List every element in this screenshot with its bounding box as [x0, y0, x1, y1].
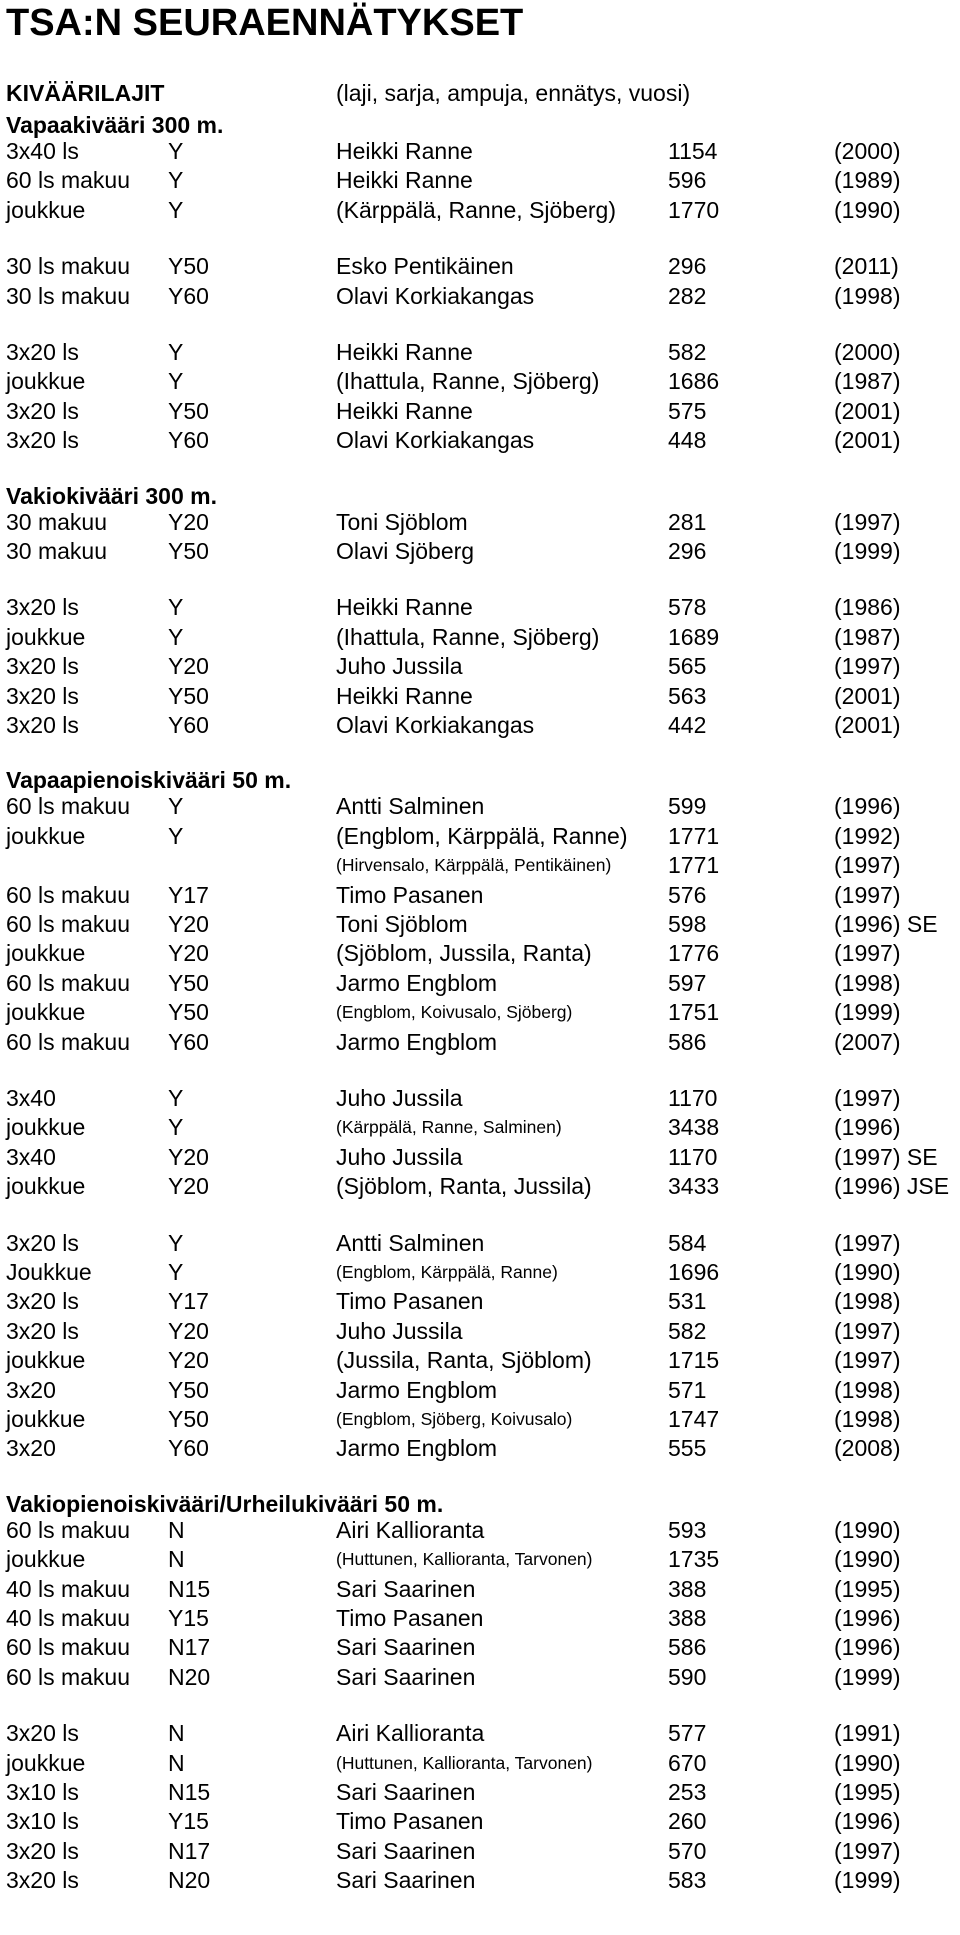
record-row [0, 792, 960, 821]
record-name: Sari Saarinen [336, 1664, 476, 1690]
record-name: Juho Jussila [336, 653, 463, 679]
record-score: 3438 [668, 1114, 720, 1140]
record-year: (2000) [834, 138, 901, 164]
record-name: Toni Sjöblom [336, 911, 468, 937]
record-class: Y60 [168, 283, 209, 309]
record-row [0, 623, 960, 652]
record-year: (1995) [834, 1779, 901, 1805]
record-year: (1991) [834, 1720, 901, 1746]
record-year: (1996) [834, 1634, 901, 1660]
record-row [0, 1837, 960, 1866]
record-event: 3x20 ls [6, 594, 79, 620]
record-score: 598 [668, 911, 707, 937]
record-name: Esko Pentikäinen [336, 253, 514, 279]
record-class: Y60 [168, 427, 209, 453]
record-event: 40 ls makuu [6, 1576, 131, 1602]
record-score: 578 [668, 594, 707, 620]
record-event: 3x20 ls [6, 1720, 79, 1746]
record-event: 40 ls makuu [6, 1605, 131, 1631]
record-event: 30 makuu [6, 538, 108, 564]
record-row [0, 851, 960, 880]
record-score: 1154 [668, 138, 718, 164]
record-score: 565 [668, 653, 707, 679]
record-score: 597 [668, 970, 707, 996]
record-year: (1997) [834, 1230, 901, 1256]
record-row [0, 1113, 960, 1142]
record-event: joukkue [6, 940, 86, 966]
record-name: Antti Salminen [336, 793, 485, 819]
record-year: (1997) [834, 1347, 901, 1373]
record-name: (Engblom, Kärppälä, Ranne) [336, 823, 628, 849]
section-title: Vapaakivääri 300 m. [6, 112, 224, 138]
record-row [0, 1633, 960, 1662]
record-class: N [168, 1750, 185, 1776]
record-event: 60 ls makuu [6, 882, 131, 908]
record-score: 1747 [668, 1406, 720, 1432]
record-event: 60 ls makuu [6, 1029, 131, 1055]
record-event: 3x20 ls [6, 1230, 79, 1256]
section-title: Vapaapienoiskivääri 50 m. [6, 767, 292, 793]
record-score: 555 [668, 1435, 707, 1461]
record-row [0, 426, 960, 455]
record-year: (2000) [834, 339, 901, 365]
record-score: 576 [668, 882, 707, 908]
record-name: (Kärppälä, Ranne, Salminen) [336, 1117, 562, 1137]
record-name: Sari Saarinen [336, 1779, 476, 1805]
record-name: (Engblom, Koivusalo, Sjöberg) [336, 1002, 573, 1022]
record-row [0, 166, 960, 195]
record-score: 596 [668, 167, 707, 193]
record-row [0, 252, 960, 281]
record-name: Heikki Ranne [336, 398, 473, 424]
record-name: (Engblom, Kärppälä, Ranne) [336, 1262, 558, 1282]
record-row [0, 1749, 960, 1778]
record-score: 586 [668, 1634, 707, 1660]
record-score: 296 [668, 538, 707, 564]
record-class: Y60 [168, 1029, 209, 1055]
record-name: Sari Saarinen [336, 1576, 476, 1602]
record-row [0, 1376, 960, 1405]
record-class: Y50 [168, 999, 209, 1025]
record-name: Olavi Korkiakangas [336, 712, 535, 738]
record-event: 3x20 [6, 1377, 56, 1403]
record-class: Y50 [168, 683, 209, 709]
record-row [0, 998, 960, 1027]
record-score: 1686 [668, 368, 720, 394]
record-class: Y50 [168, 538, 209, 564]
record-class: Y15 [168, 1808, 209, 1834]
record-class: Y17 [168, 882, 209, 908]
record-row [0, 652, 960, 681]
record-class: Y [168, 197, 184, 223]
record-row [0, 1866, 960, 1895]
record-score: 583 [668, 1867, 707, 1893]
record-row [0, 1346, 960, 1375]
record-name: Airi Kallioranta [336, 1517, 485, 1543]
record-event: joukkue [6, 197, 86, 223]
record-class: Y [168, 1259, 184, 1285]
record-name: Sari Saarinen [336, 1838, 476, 1864]
record-score: 593 [668, 1517, 707, 1543]
record-name: (Ihattula, Ranne, Sjöberg) [336, 368, 600, 394]
record-year: (1999) [834, 538, 901, 564]
record-score: 3433 [668, 1173, 720, 1199]
record-class: N20 [168, 1664, 211, 1690]
page-title: TSA:N SEURAENNÄTYKSET [6, 2, 524, 44]
record-class: Y50 [168, 253, 209, 279]
record-row [0, 682, 960, 711]
record-class: Y [168, 1114, 184, 1140]
record-row [0, 910, 960, 939]
record-name: Jarmo Engblom [336, 1435, 498, 1461]
record-year: (1998) [834, 1377, 901, 1403]
record-event: 60 ls makuu [6, 911, 131, 937]
record-score: 1715 [668, 1347, 720, 1373]
record-name: Timo Pasanen [336, 1288, 484, 1314]
record-name: Juho Jussila [336, 1085, 463, 1111]
record-class: Y50 [168, 398, 209, 424]
record-score: 296 [668, 253, 707, 279]
record-year: (1997) [834, 1838, 901, 1864]
record-class: Y20 [168, 1144, 209, 1170]
record-score: 442 [668, 712, 707, 738]
record-score: 582 [668, 1318, 707, 1344]
record-event: 60 ls makuu [6, 1664, 131, 1690]
record-class: N15 [168, 1779, 211, 1805]
record-year: (1997) [834, 509, 901, 535]
record-name: Jarmo Engblom [336, 970, 498, 996]
record-score: 584 [668, 1230, 707, 1256]
record-event: 3x20 ls [6, 1867, 79, 1893]
record-name: (Jussila, Ranta, Sjöblom) [336, 1347, 592, 1373]
record-event: 60 ls makuu [6, 970, 131, 996]
record-class: Y50 [168, 1377, 209, 1403]
record-score: 582 [668, 339, 707, 365]
record-year: (1987) [834, 368, 901, 394]
record-year: (1996) [834, 793, 901, 819]
record-event: joukkue [6, 1406, 86, 1432]
record-class: Y [168, 368, 184, 394]
record-name: Heikki Ranne [336, 339, 473, 365]
record-score: 1751 [668, 999, 720, 1025]
record-class: Y [168, 594, 184, 620]
record-row [0, 137, 960, 166]
record-row [0, 1719, 960, 1748]
record-name: Timo Pasanen [336, 882, 484, 908]
record-event: 3x20 ls [6, 339, 79, 365]
record-name: Heikki Ranne [336, 594, 473, 620]
record-name: (Huttunen, Kallioranta, Tarvonen) [336, 1753, 593, 1773]
record-event: joukkue [6, 368, 86, 394]
category-heading: KIVÄÄRILAJIT [6, 80, 165, 106]
record-score: 563 [668, 683, 707, 709]
record-year: (1990) [834, 1259, 901, 1285]
record-name: Olavi Sjöberg [336, 538, 475, 564]
record-event: 30 ls makuu [6, 253, 131, 279]
record-row [0, 1434, 960, 1463]
record-year: (1987) [834, 624, 901, 650]
record-row [0, 1516, 960, 1545]
record-name: Heikki Ranne [336, 167, 473, 193]
record-row [0, 1317, 960, 1346]
record-name: Olavi Korkiakangas [336, 283, 535, 309]
record-year: (1990) [834, 1517, 901, 1543]
record-class: Y [168, 823, 184, 849]
record-score: 531 [668, 1288, 707, 1314]
record-year: (1999) [834, 1867, 901, 1893]
record-event: 60 ls makuu [6, 1517, 131, 1543]
record-row [0, 1807, 960, 1836]
record-class: Y15 [168, 1605, 209, 1631]
record-year: (1997) [834, 1085, 901, 1111]
record-score: 1771 [668, 852, 720, 878]
record-year: (1997) [834, 940, 901, 966]
record-class: Y50 [168, 970, 209, 996]
record-score: 281 [668, 509, 707, 535]
record-year: (1997) [834, 852, 901, 878]
record-score: 599 [668, 793, 707, 819]
record-name: Timo Pasanen [336, 1808, 484, 1834]
record-row [0, 939, 960, 968]
record-row [0, 881, 960, 910]
record-name: (Ihattula, Ranne, Sjöberg) [336, 624, 600, 650]
record-year: (2001) [834, 398, 901, 424]
record-class: Y [168, 167, 184, 193]
record-event: 3x10 ls [6, 1808, 79, 1834]
record-class: Y [168, 793, 184, 819]
record-row [0, 593, 960, 622]
record-class: N17 [168, 1634, 211, 1660]
record-event: joukkue [6, 1750, 86, 1776]
record-year: (1996) SE [834, 911, 938, 937]
record-name: Juho Jussila [336, 1318, 463, 1344]
record-year: (1996) [834, 1808, 901, 1834]
record-class: Y [168, 1085, 184, 1111]
record-score: 1696 [668, 1259, 720, 1285]
record-row [0, 1545, 960, 1574]
record-year: (2008) [834, 1435, 901, 1461]
record-event: joukkue [6, 1347, 86, 1373]
record-event: 30 ls makuu [6, 283, 131, 309]
record-name: Juho Jussila [336, 1144, 463, 1170]
record-class: Y [168, 138, 184, 164]
record-name: Heikki Ranne [336, 138, 473, 164]
record-name: (Sjöblom, Ranta, Jussila) [336, 1173, 592, 1199]
record-score: 388 [668, 1576, 707, 1602]
record-name: Sari Saarinen [336, 1634, 476, 1660]
record-class: N17 [168, 1838, 211, 1864]
record-name: Timo Pasanen [336, 1605, 484, 1631]
record-year: (1997) [834, 1318, 901, 1344]
record-year: (1999) [834, 1664, 901, 1690]
record-year: (2001) [834, 427, 901, 453]
record-score: 571 [668, 1377, 707, 1403]
record-score: 590 [668, 1664, 707, 1690]
record-year: (1996) [834, 1114, 901, 1140]
record-class: Y20 [168, 509, 209, 535]
record-event: 3x40 ls [6, 138, 79, 164]
record-event: 3x20 ls [6, 398, 79, 424]
record-row [0, 1143, 960, 1172]
record-year: (1998) [834, 283, 901, 309]
record-class: Y17 [168, 1288, 209, 1314]
record-class: N [168, 1517, 185, 1543]
record-event: 3x20 ls [6, 1838, 79, 1864]
record-row [0, 1229, 960, 1258]
record-year: (1986) [834, 594, 901, 620]
record-row [0, 537, 960, 566]
record-row [0, 1084, 960, 1113]
record-event: 60 ls makuu [6, 167, 131, 193]
record-year: (1996) JSE [834, 1173, 950, 1199]
record-year: (1996) [834, 1605, 901, 1631]
record-score: 1170 [668, 1085, 718, 1111]
record-name: (Huttunen, Kallioranta, Tarvonen) [336, 1549, 593, 1569]
record-name: Airi Kallioranta [336, 1720, 485, 1746]
record-year: (1990) [834, 1546, 901, 1572]
record-event: joukkue [6, 1546, 86, 1572]
record-row [0, 508, 960, 537]
record-event: 60 ls makuu [6, 793, 131, 819]
record-event: 3x20 ls [6, 427, 79, 453]
record-class: N [168, 1546, 185, 1572]
record-class: Y [168, 1230, 184, 1256]
record-name: (Sjöblom, Jussila, Ranta) [336, 940, 592, 966]
record-year: (1992) [834, 823, 901, 849]
record-event: 3x40 [6, 1144, 56, 1170]
record-class: Y20 [168, 1173, 209, 1199]
record-score: 670 [668, 1750, 707, 1776]
record-year: (1990) [834, 1750, 901, 1776]
record-row [0, 196, 960, 225]
record-row [0, 1258, 960, 1287]
record-year: (1999) [834, 999, 901, 1025]
record-event: 3x20 ls [6, 653, 79, 679]
record-event: 3x20 ls [6, 1288, 79, 1314]
record-event: Joukkue [6, 1259, 92, 1285]
record-event: 3x40 [6, 1085, 56, 1111]
record-class: Y20 [168, 653, 209, 679]
record-class: Y20 [168, 940, 209, 966]
record-name: Sari Saarinen [336, 1867, 476, 1893]
record-class: N15 [168, 1576, 211, 1602]
record-class: N [168, 1720, 185, 1746]
record-score: 586 [668, 1029, 707, 1055]
record-row [0, 969, 960, 998]
column-legend: (laji, sarja, ampuja, ennätys, vuosi) [336, 80, 691, 106]
record-score: 1770 [668, 197, 720, 223]
record-row [0, 1663, 960, 1692]
record-row [0, 282, 960, 311]
record-event: 3x20 ls [6, 683, 79, 709]
record-class: Y20 [168, 1347, 209, 1373]
record-row [0, 1405, 960, 1434]
record-score: 1735 [668, 1546, 720, 1572]
record-name: Jarmo Engblom [336, 1029, 498, 1055]
record-row [0, 367, 960, 396]
record-class: Y50 [168, 1406, 209, 1432]
record-score: 1689 [668, 624, 720, 650]
record-event: 60 ls makuu [6, 1634, 131, 1660]
record-score: 575 [668, 398, 707, 424]
record-year: (1997) [834, 882, 901, 908]
record-name: Olavi Korkiakangas [336, 427, 535, 453]
record-score: 448 [668, 427, 707, 453]
record-class: Y60 [168, 712, 209, 738]
record-class: Y20 [168, 911, 209, 937]
record-event: joukkue [6, 823, 86, 849]
record-row [0, 822, 960, 851]
record-score: 260 [668, 1808, 707, 1834]
record-row [0, 1575, 960, 1604]
record-year: (1998) [834, 970, 901, 996]
record-class: Y20 [168, 1318, 209, 1344]
record-year: (1995) [834, 1576, 901, 1602]
record-event: 3x20 ls [6, 712, 79, 738]
record-score: 577 [668, 1720, 707, 1746]
record-year: (1997) SE [834, 1144, 938, 1170]
record-name: (Kärppälä, Ranne, Sjöberg) [336, 197, 616, 223]
record-class: N20 [168, 1867, 211, 1893]
record-name: (Hirvensalo, Kärppälä, Pentikäinen) [336, 855, 612, 875]
record-event: 3x10 ls [6, 1779, 79, 1805]
record-row [0, 1287, 960, 1316]
section-title: Vakiopienoiskivääri/Urheilukivääri 50 m. [6, 1491, 444, 1517]
record-year: (1997) [834, 653, 901, 679]
record-row [0, 1604, 960, 1633]
record-score: 388 [668, 1605, 707, 1631]
record-year: (1998) [834, 1406, 901, 1432]
record-event: 3x20 [6, 1435, 56, 1461]
record-score: 282 [668, 283, 707, 309]
record-row [0, 1028, 960, 1057]
record-year: (1990) [834, 197, 901, 223]
record-year: (2011) [834, 253, 899, 279]
record-name: (Engblom, Sjöberg, Koivusalo) [336, 1409, 573, 1429]
record-row [0, 711, 960, 740]
record-class: Y [168, 339, 184, 365]
record-event: joukkue [6, 624, 86, 650]
record-year: (1989) [834, 167, 901, 193]
record-row [0, 1778, 960, 1807]
record-year: (2001) [834, 712, 901, 738]
record-score: 1776 [668, 940, 720, 966]
record-event: joukkue [6, 1114, 86, 1140]
record-score: 1170 [668, 1144, 718, 1170]
record-score: 570 [668, 1838, 707, 1864]
record-name: Heikki Ranne [336, 683, 473, 709]
record-score: 253 [668, 1779, 707, 1805]
record-row [0, 397, 960, 426]
record-class: Y [168, 624, 184, 650]
record-event: joukkue [6, 999, 86, 1025]
record-event: 30 makuu [6, 509, 108, 535]
section-title: Vakiokivääri 300 m. [6, 483, 217, 509]
record-score: 1771 [668, 823, 720, 849]
record-year: (2001) [834, 683, 901, 709]
record-name: Antti Salminen [336, 1230, 485, 1256]
record-class: Y60 [168, 1435, 209, 1461]
record-row [0, 338, 960, 367]
record-name: Jarmo Engblom [336, 1377, 498, 1403]
record-event: 3x20 ls [6, 1318, 79, 1344]
record-year: (1998) [834, 1288, 901, 1314]
record-event: joukkue [6, 1173, 86, 1199]
record-row [0, 1172, 960, 1201]
record-name: Toni Sjöblom [336, 509, 468, 535]
record-year: (2007) [834, 1029, 901, 1055]
